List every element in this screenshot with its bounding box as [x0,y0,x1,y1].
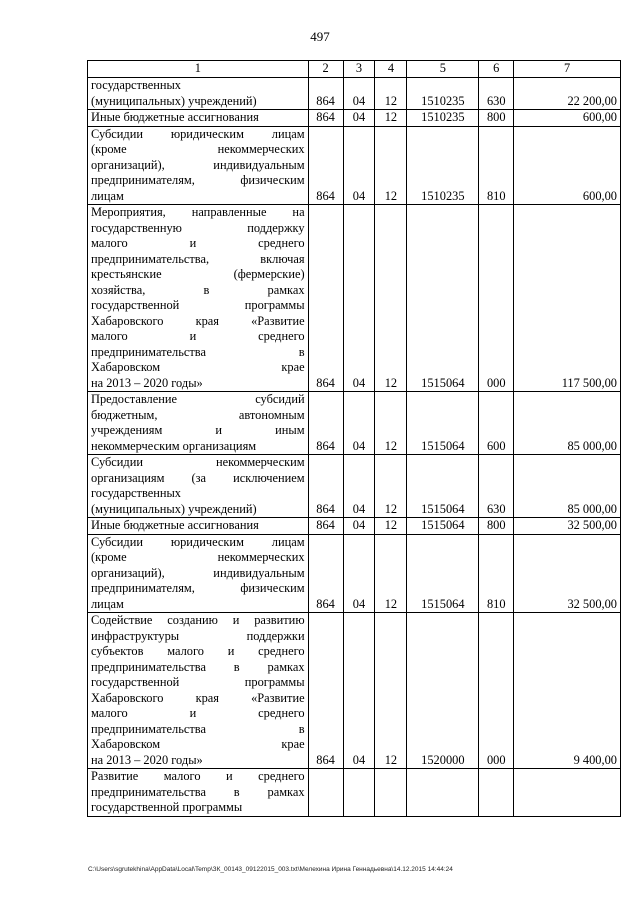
description-line: (муниципальных) учреждений) [91,93,257,108]
item-description [88,78,309,110]
subsection-code: 12 [375,534,407,613]
expense-type-code: 000 [479,205,514,392]
item-description [88,205,309,392]
description-line: предпринимателям, физическим [91,581,305,595]
description-line: малого и среднего [91,329,305,343]
description-line: предпринимательства, включая [91,251,305,266]
table-row [88,205,621,392]
description-line: организаций), индивидуальным [91,565,305,580]
file-path-footer: C:\Users\sgrutekhina\AppData\Local\Temp\ЗК_00143_09122015_003.txt\Мелехина Ирина Геннадьевна\14.12.2015 14:44:24 [88,866,453,873]
description-line: Развитие малого и среднего [91,769,305,783]
table-row [88,126,621,205]
column-header: 5 [407,61,479,78]
table-body [88,78,621,817]
budget-table [87,60,621,817]
ministry-code: 864 [308,78,343,110]
description-line: Мероприятия, направленные на [91,205,305,219]
ministry-code: 864 [308,455,343,518]
description-line: Субсидии юридическим лицам [91,534,305,549]
subsection-code [375,769,407,817]
description-line: инфраструктуры поддержки [91,628,305,643]
section-code: 04 [343,205,375,392]
description-line: лицам [91,596,124,611]
description-line: государственных [91,486,182,500]
expense-type-code: 630 [479,78,514,110]
ministry-code: 864 [308,110,343,127]
section-code: 04 [343,518,375,535]
description-line: субъектов малого и среднего [91,644,305,658]
table-row [88,769,621,817]
table-row [88,518,621,535]
table-row [88,534,621,613]
description-line: некоммерческим организациям [91,438,257,453]
column-header: 2 [308,61,343,78]
description-line: (муниципальных) учреждений) [91,501,257,516]
column-header: 6 [479,61,514,78]
description-line: Субсидии некоммерческим [91,455,305,469]
description-line: предпринимателям, физическим [91,173,305,187]
table-row [88,613,621,769]
item-description [88,613,309,769]
target-article-code: 1515064 [407,392,479,455]
subsection-code: 12 [375,205,407,392]
item-description [88,518,309,535]
description-line: бюджетным, автономным [91,407,305,422]
section-code: 04 [343,126,375,205]
target-article-code: 1510235 [407,110,479,127]
amount: 32 500,00 [514,518,621,535]
ministry-code: 864 [308,205,343,392]
description-line: (кроме некоммерческих [91,550,305,564]
section-code: 04 [343,78,375,110]
expense-type-code: 800 [479,110,514,127]
description-line: предпринимательства в [91,721,305,736]
amount: 600,00 [514,126,621,205]
table-row [88,455,621,518]
description-line: на 2013 – 2020 годы» [91,375,203,390]
description-line: организаций), индивидуальным [91,157,305,172]
subsection-code: 12 [375,110,407,127]
section-code: 04 [343,392,375,455]
expense-type-code: 630 [479,455,514,518]
description-line: (кроме некоммерческих [91,142,305,156]
item-description [88,534,309,613]
subsection-code: 12 [375,613,407,769]
column-header: 4 [375,61,407,78]
expense-type-code: 810 [479,534,514,613]
description-line: государственных [91,78,182,92]
amount [514,769,621,817]
ministry-code: 864 [308,392,343,455]
description-line: государственной программы [91,800,243,814]
table-row [88,392,621,455]
amount: 85 000,00 [514,392,621,455]
amount: 600,00 [514,110,621,127]
ministry-code: 864 [308,534,343,613]
ministry-code: 864 [308,518,343,535]
description-line: государственной программы [91,298,305,312]
ministry-code: 864 [308,613,343,769]
description-line: Субсидии юридическим лицам [91,126,305,141]
column-header: 3 [343,61,375,78]
description-line: Хабаровском крае [91,737,305,751]
subsection-code: 12 [375,455,407,518]
description-line: малого и среднего [91,706,305,720]
target-article-code: 1520000 [407,613,479,769]
column-header: 7 [514,61,621,78]
target-article-code: 1515064 [407,205,479,392]
section-code [343,769,375,817]
subsection-code: 12 [375,392,407,455]
section-code: 04 [343,613,375,769]
description-line: Хабаровском крае [91,360,305,374]
item-description [88,455,309,518]
description-line: Иные бюджетные ассигнования [91,518,259,532]
expense-type-code: 810 [479,126,514,205]
target-article-code: 1510235 [407,78,479,110]
target-article-code: 1510235 [407,126,479,205]
description-line: Иные бюджетные ассигнования [91,110,259,124]
ministry-code [308,769,343,817]
amount: 117 500,00 [514,205,621,392]
description-line: организациям (за исключением [91,470,305,485]
item-description [88,126,309,205]
item-description [88,110,309,127]
amount: 85 000,00 [514,455,621,518]
target-article-code [407,769,479,817]
expense-type-code: 600 [479,392,514,455]
section-code: 04 [343,110,375,127]
subsection-code: 12 [375,126,407,205]
description-line: государственной программы [91,675,305,689]
description-line: предпринимательства в [91,344,305,359]
target-article-code: 1515064 [407,455,479,518]
description-line: государственную поддержку [91,220,305,235]
description-line: учреждениям и иным [91,423,305,437]
table-row [88,78,621,110]
amount: 22 200,00 [514,78,621,110]
description-line: Предоставление субсидий [91,392,305,406]
section-code: 04 [343,455,375,518]
amount: 32 500,00 [514,534,621,613]
target-article-code: 1515064 [407,534,479,613]
description-line: хозяйства, в рамках [91,282,305,297]
item-description [88,769,309,817]
description-line: предпринимательства в рамках [91,659,305,674]
description-line: Хабаровского края «Развитие [91,313,305,328]
expense-type-code: 000 [479,613,514,769]
description-line: Содействие созданию и развитию [91,613,305,627]
description-line: предпринимательства в рамках [91,784,305,799]
description-line: малого и среднего [91,236,305,250]
target-article-code: 1515064 [407,518,479,535]
section-code: 04 [343,534,375,613]
description-line: лицам [91,188,124,203]
table-row [88,110,621,127]
description-line: крестьянские (фермерские) [91,267,305,281]
amount: 9 400,00 [514,613,621,769]
page-number: 497 [310,29,330,44]
column-header: 1 [88,61,309,78]
table-header-row [88,61,621,78]
subsection-code: 12 [375,78,407,110]
ministry-code: 864 [308,126,343,205]
subsection-code: 12 [375,518,407,535]
expense-type-code: 800 [479,518,514,535]
item-description [88,392,309,455]
description-line: Хабаровского края «Развитие [91,690,305,705]
description-line: на 2013 – 2020 годы» [91,752,203,767]
expense-type-code [479,769,514,817]
